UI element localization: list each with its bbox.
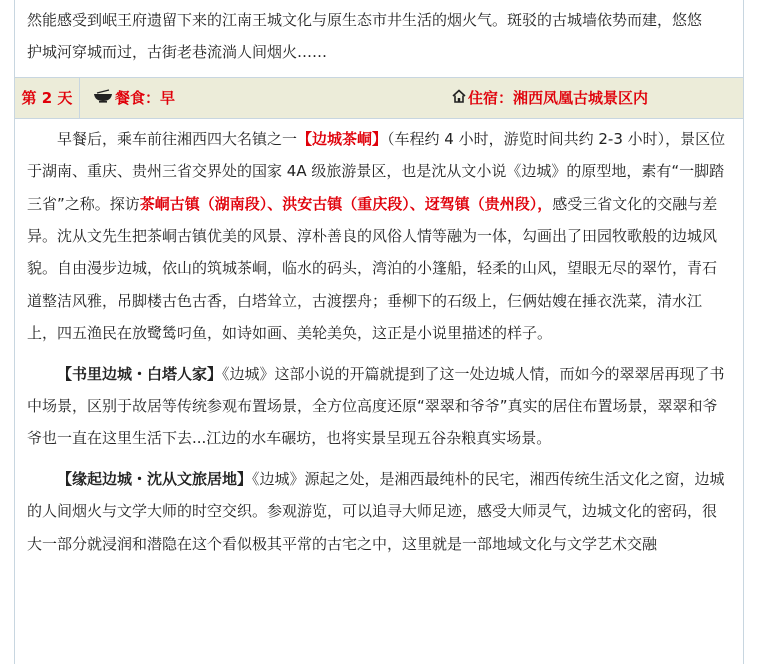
house-icon [452, 78, 466, 118]
stay-info [452, 78, 648, 119]
day-label: 第 2 天 [15, 78, 80, 118]
intro-block [15, 0, 743, 78]
paragraph-bian-cheng [27, 123, 731, 350]
heading-shen-cong-wen: 【缘起边城・沈从文旅居地】 [57, 469, 253, 488]
para1-text-3: 感受三省文化的交融与差异。沈从文先生把茶峒古镇优美的风景、淳朴善良的风俗人情等融为一体，勾画出了田园牧歌般的边城风貌。自由漫步边城，依山的筑城茶峒，临水的码头，湾泊的小篷船，轻柔的山风，望眼无尽的翠竹，青石道整洁风雅，吊脚楼古色古香，白塔耸立，古渡摆舟；垂柳下的石级上，仨俩姑嫂在捶衣洗菜，清水江上，四五渔民在放鹭鸶叼鱼，如诗如画、美轮美奂，这正是小说里描述的样子。 [27, 194, 718, 343]
heading-bai-ta-ren-jia: 【书里边城・白塔人家】 [57, 364, 223, 383]
para1-text-2: （车程约 4 小时，游览时间共约 2-3 小时），景区位于湖南、重庆、贵州三省交界处的国家 4A 级旅游景区，也是沈从文小说《边城》的原型地，素有“一脚踏三省”之称。探访 [27, 129, 726, 213]
para3-text: 《边城》源起之处，是湘西最纯朴的民宅，湘西传统生活文化之窗，边城的人间烟火与文学大师的时空交织。参观游览，可以追寻大师足迹，感受大师灵气，边城文化的密码，很大一部分就浸润和潜隐在这个看似极其平常的古宅之中，这里就是一部地域文化与文学艺术交融 [27, 469, 725, 553]
paragraph-bai-ta-ren-jia [27, 358, 731, 455]
day-header-row [15, 78, 743, 119]
paragraph-shen-cong-wen [27, 463, 731, 560]
meal-info [93, 78, 175, 119]
highlight-three-towns: 茶峒古镇（湖南段）、洪安古镇（重庆段）、迓驾镇（贵州段）， [139, 194, 553, 213]
highlight-bian-cheng-cha-tong: 【边城茶峒】 [297, 129, 388, 148]
meal-label: 餐食：早 [115, 88, 176, 107]
day-description [15, 119, 743, 560]
intro-line-1: 然能感受到岷王府遗留下来的江南王城文化与原生态市井生活的烟火气。斑驳的古城墙依势而建，悠悠 [27, 11, 703, 29]
bowl-icon [93, 78, 113, 118]
para2-text: 《边城》这部小说的开篇就提到了这一处边城人情，而如今的翠翠居再现了书中场景，区别于故居等传统参观布置场景，全方位高度还原“翠翠和爷爷”真实的居住布置场景，翠翠和爷爷也一直在这里生活下去...江边的水车碾坊，也将实景呈现五谷杂粮真实场景。 [27, 364, 725, 448]
para1-text-1: 早餐后，乘车前往湘西四大名镇之一 [57, 129, 298, 148]
itinerary-frame [14, 0, 744, 664]
intro-line-2: 护城河穿城而过，古街老巷流淌人间烟火…… [27, 43, 328, 62]
stay-label: 住宿：湘西凤凰古城景区内 [468, 88, 649, 107]
